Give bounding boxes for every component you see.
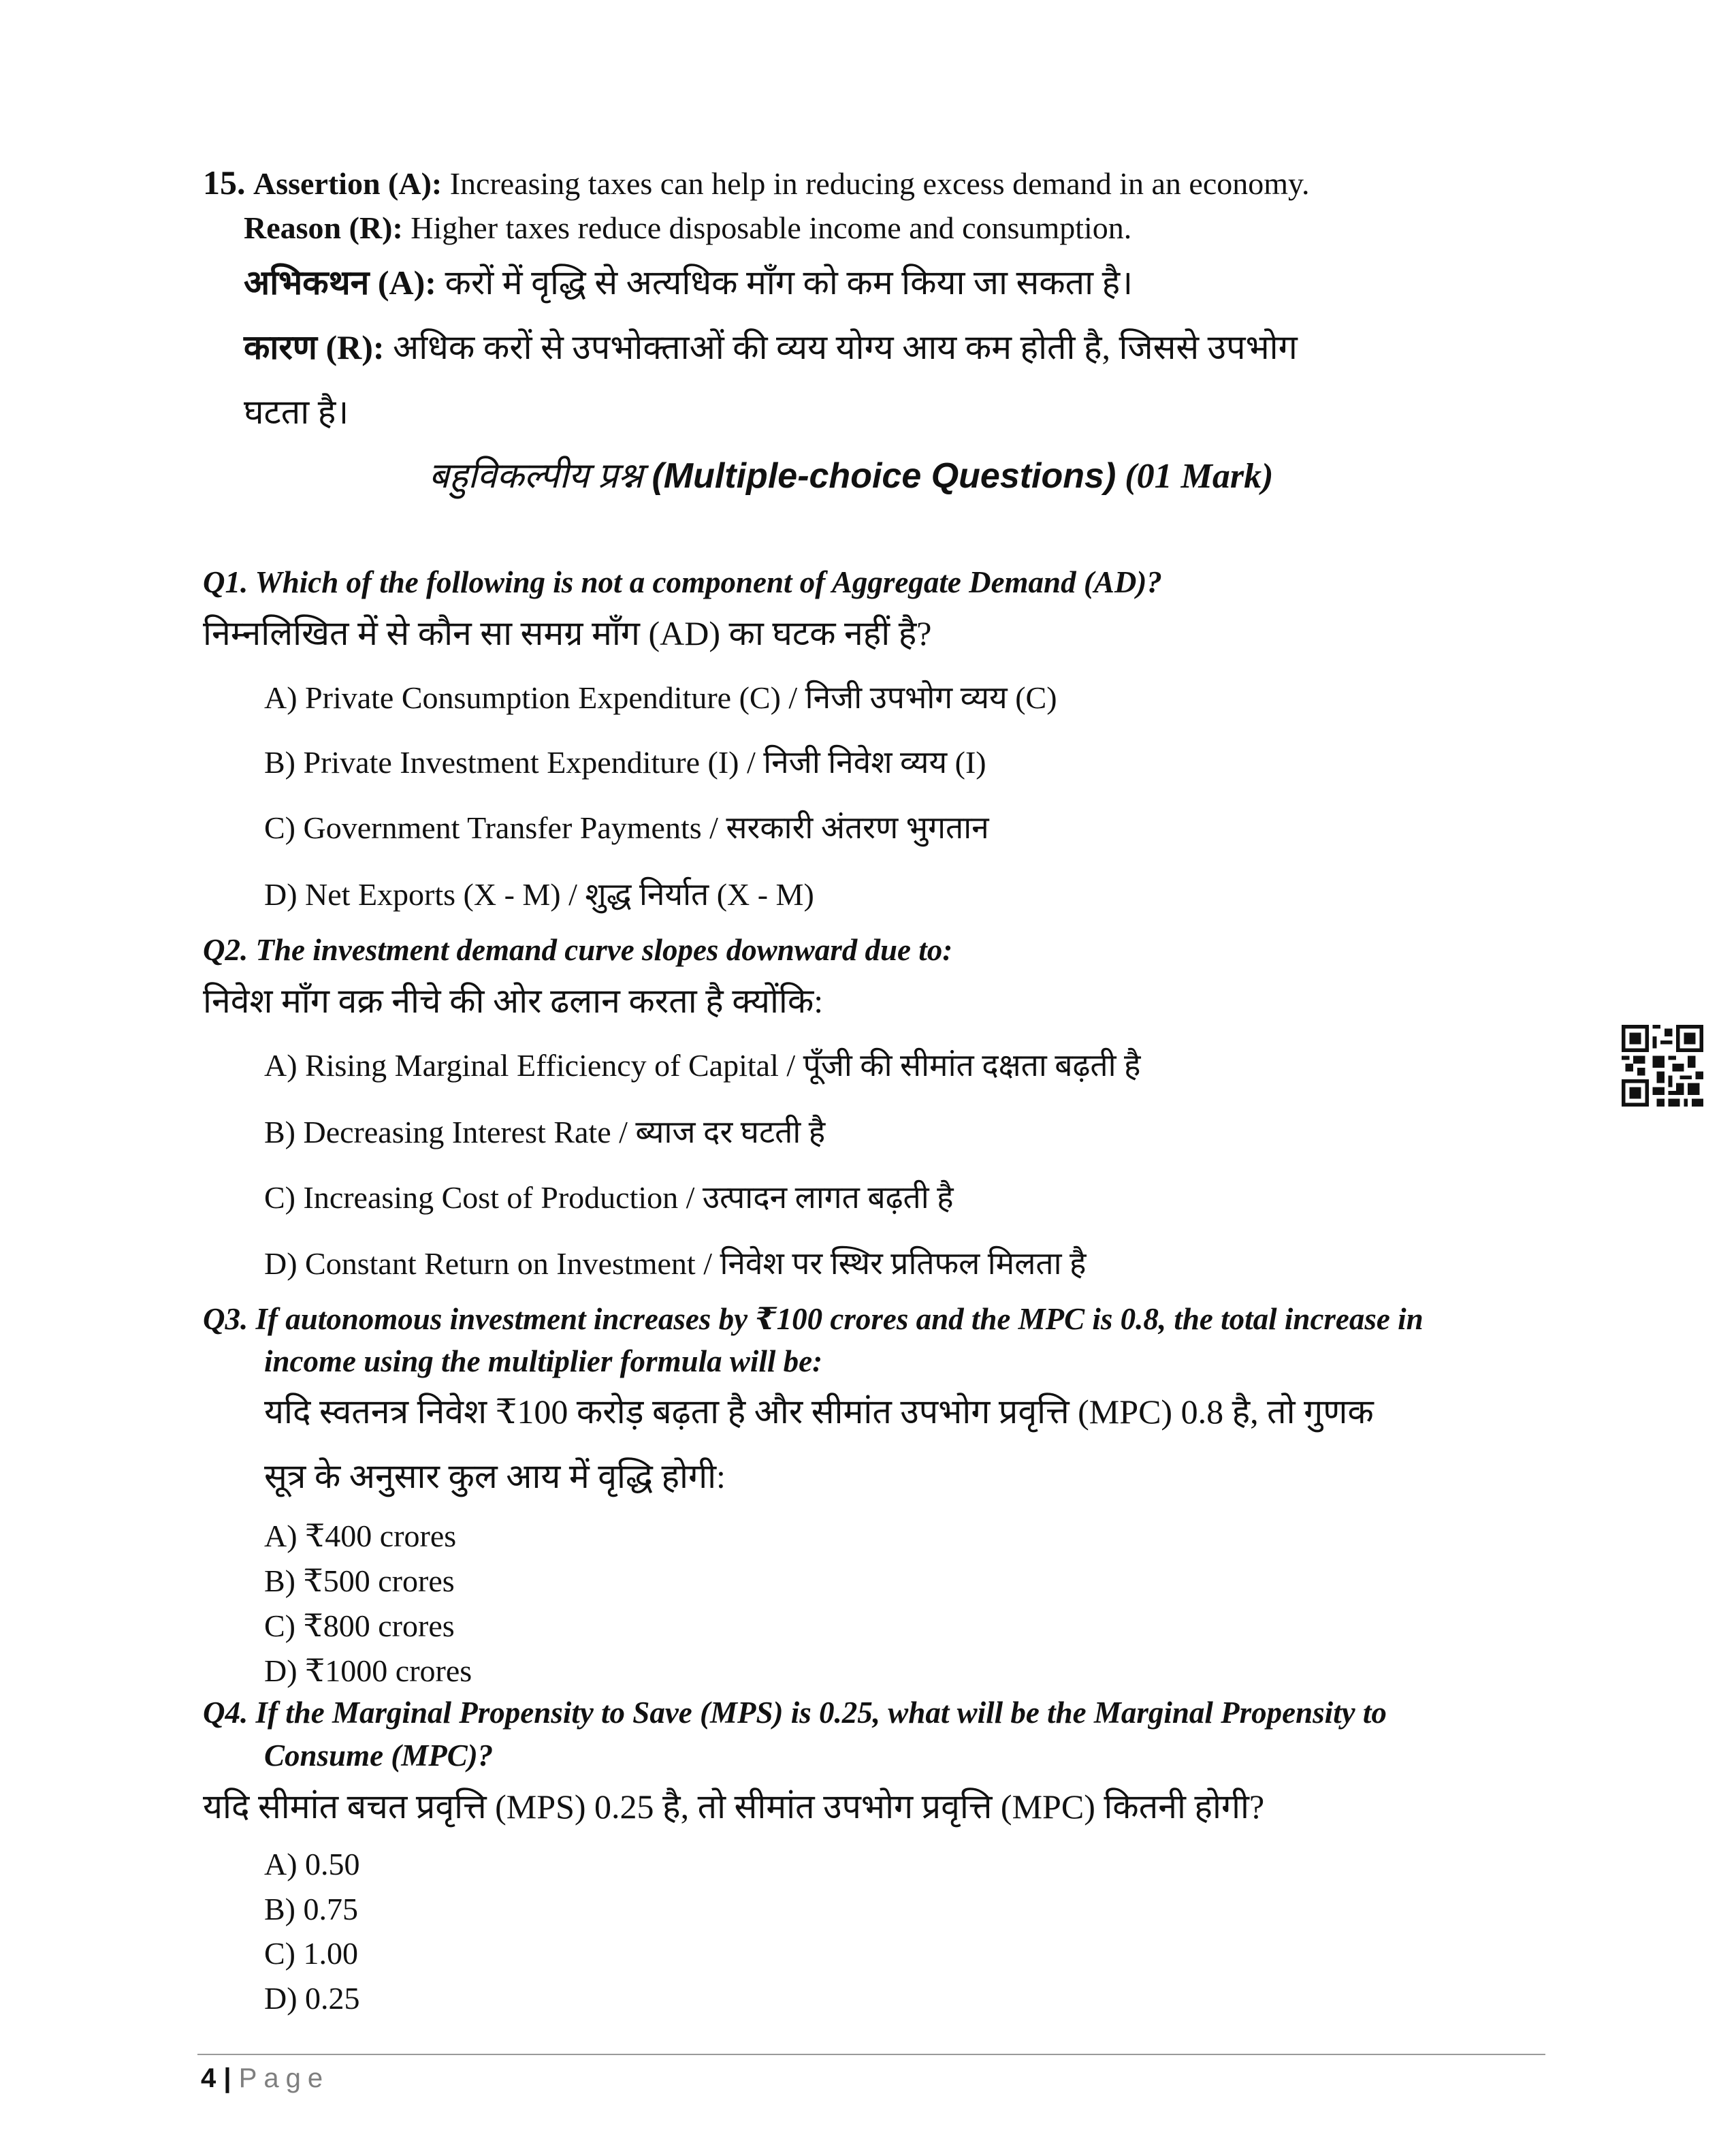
q15-reason-line [244,209,1131,247]
page-number: 4 [201,2063,216,2093]
q4-question-en: Q4. If the Marginal Propensity to Save (MPS) is 0.25, what will be the Marginal Propensity to [203,1696,1387,1730]
q15-reason-text: Higher taxes reduce disposable income and consumption. [411,210,1132,245]
q3-question-hi-cont: सूत्र के अनुसार कुल आय में वृद्धि होगी: [264,1457,726,1495]
page-separator: | [223,2063,231,2093]
q2-question-hi: निवेश माँग वक्र नीचे की ओर ढलान करता है क्योंकि: [203,982,824,1020]
q2-option-c: C) Increasing Cost of Production / उत्पादन लागत बढ़ती है [264,1180,954,1215]
q15-hi-reason-label: कारण (R): [244,328,385,366]
q3-option-a: A) ₹400 crores [264,1519,457,1553]
q15-number: 15. [203,163,246,202]
q4-question-en-cont: Consume (MPC)? [264,1738,494,1773]
q2-question-en: Q2. The investment demand curve slopes downward due to: [203,933,953,967]
q15-hi-reason-line [244,327,1298,368]
q2-option-a: A) Rising Marginal Efficiency of Capital / पूँजी की सीमांत दक्षता बढ़ती है [264,1048,1141,1083]
q15-assertion-label: Assertion (A): [253,166,443,201]
q1-option-d: D) Net Exports (X - M) / शुद्ध निर्यात (X - M) [264,877,814,912]
q4-question-hi: यदि सीमांत बचत प्रवृत्ति (MPS) 0.25 है, तो सीमांत उपभोग प्रवृत्ति (MPC) कितनी होगी? [203,1788,1265,1826]
q3-option-d: D) ₹1000 crores [264,1653,472,1688]
section-heading [429,455,1273,498]
q1-option-c: C) Government Transfer Payments / सरकारी अंतरण भुगतान [264,810,989,845]
q1-option-a: A) Private Consumption Expenditure (C) / निजी उपभोग व्यय (C) [264,680,1057,715]
q15-hi-reason-cont: घटता है। [244,393,349,431]
q2-option-d: D) Constant Return on Investment / निवेश पर स्थिर प्रतिफल मिलता है [264,1246,1087,1281]
q3-option-c: C) ₹800 crores [264,1608,455,1643]
q1-question-hi: निम्नलिखित में से कौन सा समग्र माँग (AD) का घटक नहीं है? [203,614,932,652]
q1-question-en: Q1. Which of the following is not a component of Aggregate Demand (AD)? [203,565,1162,599]
q4-option-a: A) 0.50 [264,1847,360,1881]
page-footer [201,2063,329,2094]
q15-assertion-text: Increasing taxes can help in reducing excess demand in an economy. [449,166,1310,201]
qr-code-icon [1622,1025,1703,1107]
q3-option-b: B) ₹500 crores [264,1563,455,1598]
q3-question-hi: यदि स्वतनत्र निवेश ₹100 करोड़ बढ़ता है और सीमांत उपभोग प्रवृत्ति (MPC) 0.8 है, तो गुणक [264,1393,1374,1431]
q15-hi-assertion-text: करों में वृद्धि से अत्यधिक माँग को कम किया जा सकता है। [445,264,1134,302]
page-label: Page [238,2063,330,2093]
footer-divider [197,2054,1545,2055]
q15-assertion-line [203,162,1310,203]
q15-hi-assertion-line [244,262,1133,303]
section-heading-marks: (01 Mark) [1125,457,1274,496]
q15-hi-reason-text: अधिक करों से उपभोक्ताओं की व्यय योग्य आय कम होती है, जिससे उपभोग [393,328,1298,366]
q3-question-en: Q3. If autonomous investment increases by ₹100 crores and the MPC is 0.8, the total increase in [203,1302,1424,1336]
q15-hi-assertion-label: अभिकथन (A): [244,264,436,302]
q2-option-b: B) Decreasing Interest Rate / ब्याज दर घटती है [264,1115,826,1149]
section-heading-english: (Multiple-choice Questions) [652,456,1116,496]
q4-option-b: B) 0.75 [264,1892,358,1926]
q4-option-c: C) 1.00 [264,1936,358,1971]
q1-option-b: B) Private Investment Expenditure (I) / निजी निवेश व्यय (I) [264,745,986,780]
q15-reason-label: Reason (R): [244,210,403,245]
q4-option-d: D) 0.25 [264,1981,360,2016]
q3-question-en-cont: income using the multiplier formula will be: [264,1344,823,1378]
section-heading-hindi: बहुविकल्पीय प्रश्न [429,457,643,496]
